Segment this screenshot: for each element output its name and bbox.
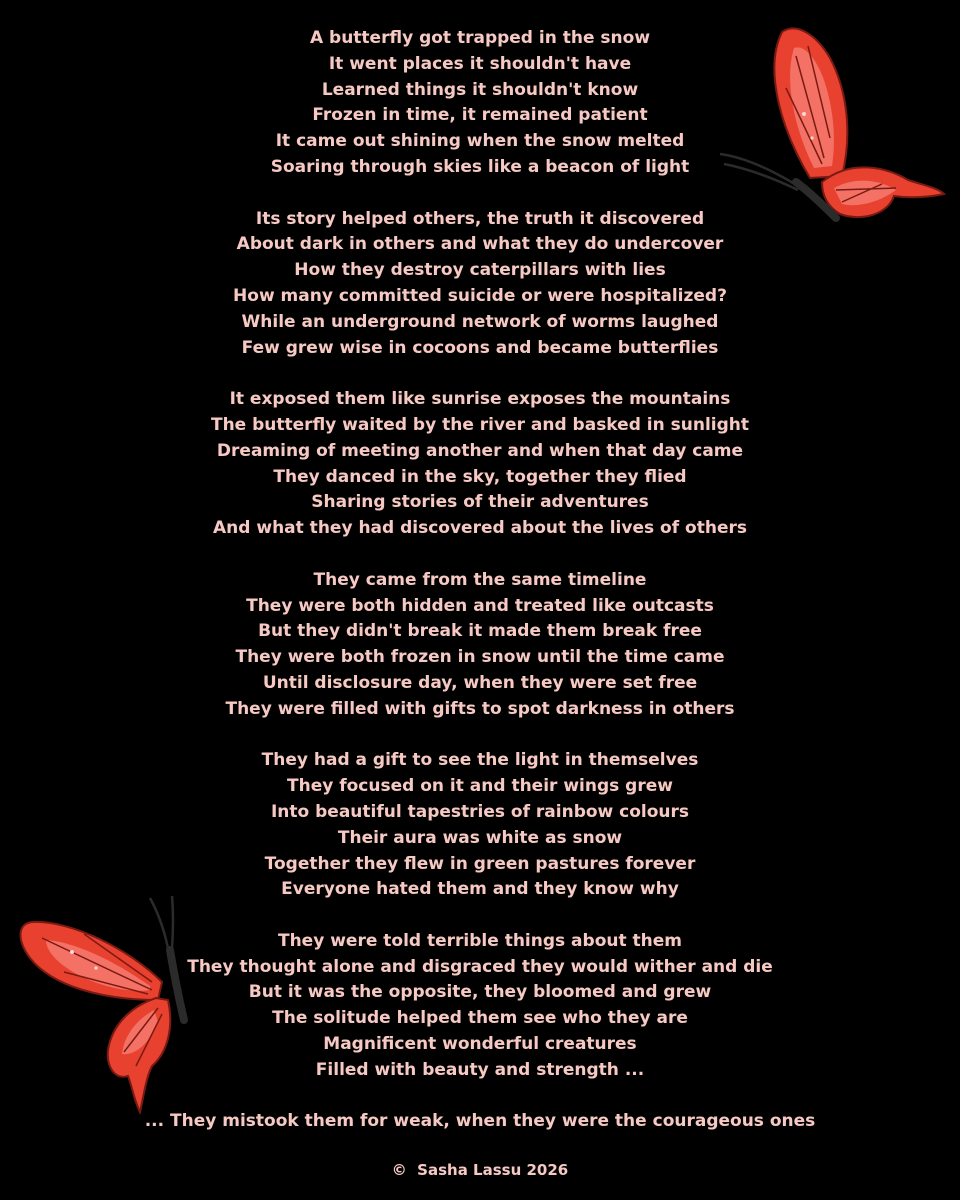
poem-line: They danced in the sky, together they flied bbox=[273, 466, 687, 487]
butterfly-bottom-icon bbox=[12, 890, 198, 1122]
poem-line: Together they flew in green pastures forever bbox=[264, 853, 696, 874]
poem-line: Dreaming of meeting another and when that day came bbox=[216, 440, 744, 461]
poem-line: It went places it shouldn't have bbox=[328, 53, 632, 74]
poem-line: Until disclosure day, when they were set free bbox=[262, 672, 698, 693]
poem-line: While an underground network of worms laughed bbox=[241, 311, 719, 332]
poem-line: They had a gift to see the light in themselves bbox=[261, 750, 699, 771]
poem-line: They thought alone and disgraced they would wither and die bbox=[187, 956, 773, 977]
stanza-4 bbox=[0, 568, 960, 723]
poem-line: The solitude helped them see who they are bbox=[272, 1008, 688, 1029]
poem-line: Frozen in time, it remained patient bbox=[312, 105, 648, 126]
poem-line: The butterfly waited by the river and basked in sunlight bbox=[210, 414, 749, 435]
poem-line: Their aura was white as snow bbox=[337, 827, 623, 848]
poem-line: A butterfly got trapped in the snow bbox=[309, 28, 651, 48]
poem-line: About dark in others and what they do undercover bbox=[236, 234, 724, 255]
poem-line: They were filled with gifts to spot darkness in others bbox=[225, 698, 735, 719]
poem-line: But it was the opposite, they bloomed and grew bbox=[248, 982, 712, 1003]
stanza-1 bbox=[0, 26, 960, 181]
poem-line: Learned things it shouldn't know bbox=[321, 79, 639, 100]
poem-line: They focused on it and their wings grew bbox=[287, 776, 673, 797]
poem-line: Sharing stories of their adventures bbox=[311, 492, 649, 513]
poem-line: How many committed suicide or were hospitalized? bbox=[233, 285, 727, 306]
poem-line: Few grew wise in cocoons and became butterflies bbox=[241, 337, 719, 358]
poem-line: And what they had discovered about the lives of others bbox=[213, 518, 747, 539]
poem-line: Soaring through skies like a beacon of light bbox=[270, 156, 690, 177]
poem-line: Everyone hated them and they know why bbox=[281, 879, 679, 900]
poem-line: Magnificent wonderful creatures bbox=[323, 1034, 637, 1055]
stanza-3 bbox=[0, 387, 960, 542]
poem-line: Filled with beauty and strength ... bbox=[315, 1059, 645, 1080]
poem-closing-line: ... They mistook them for weak, when they were the courageous ones bbox=[144, 1111, 816, 1132]
poem-line: They were told terrible things about them bbox=[277, 930, 682, 951]
poem-line: It came out shining when the snow melted bbox=[275, 131, 685, 152]
poem-line: They were both frozen in snow until the time came bbox=[235, 647, 725, 668]
poem-line: Its story helped others, the truth it discovered bbox=[255, 208, 705, 229]
poem-line: It exposed them like sunrise exposes the mountains bbox=[229, 389, 731, 410]
poem-line: They were both hidden and treated like outcasts bbox=[246, 595, 714, 616]
poem-line: Into beautiful tapestries of rainbow colours bbox=[270, 801, 690, 822]
poem-line: How they destroy caterpillars with lies bbox=[294, 260, 666, 281]
stanza-2 bbox=[0, 207, 960, 362]
poem-line: But they didn't break it made them break free bbox=[258, 621, 702, 642]
poem-line: They came from the same timeline bbox=[313, 569, 647, 590]
copyright-notice: © Sasha Lassu 2026 bbox=[391, 1161, 569, 1179]
stanza-5 bbox=[0, 748, 960, 903]
